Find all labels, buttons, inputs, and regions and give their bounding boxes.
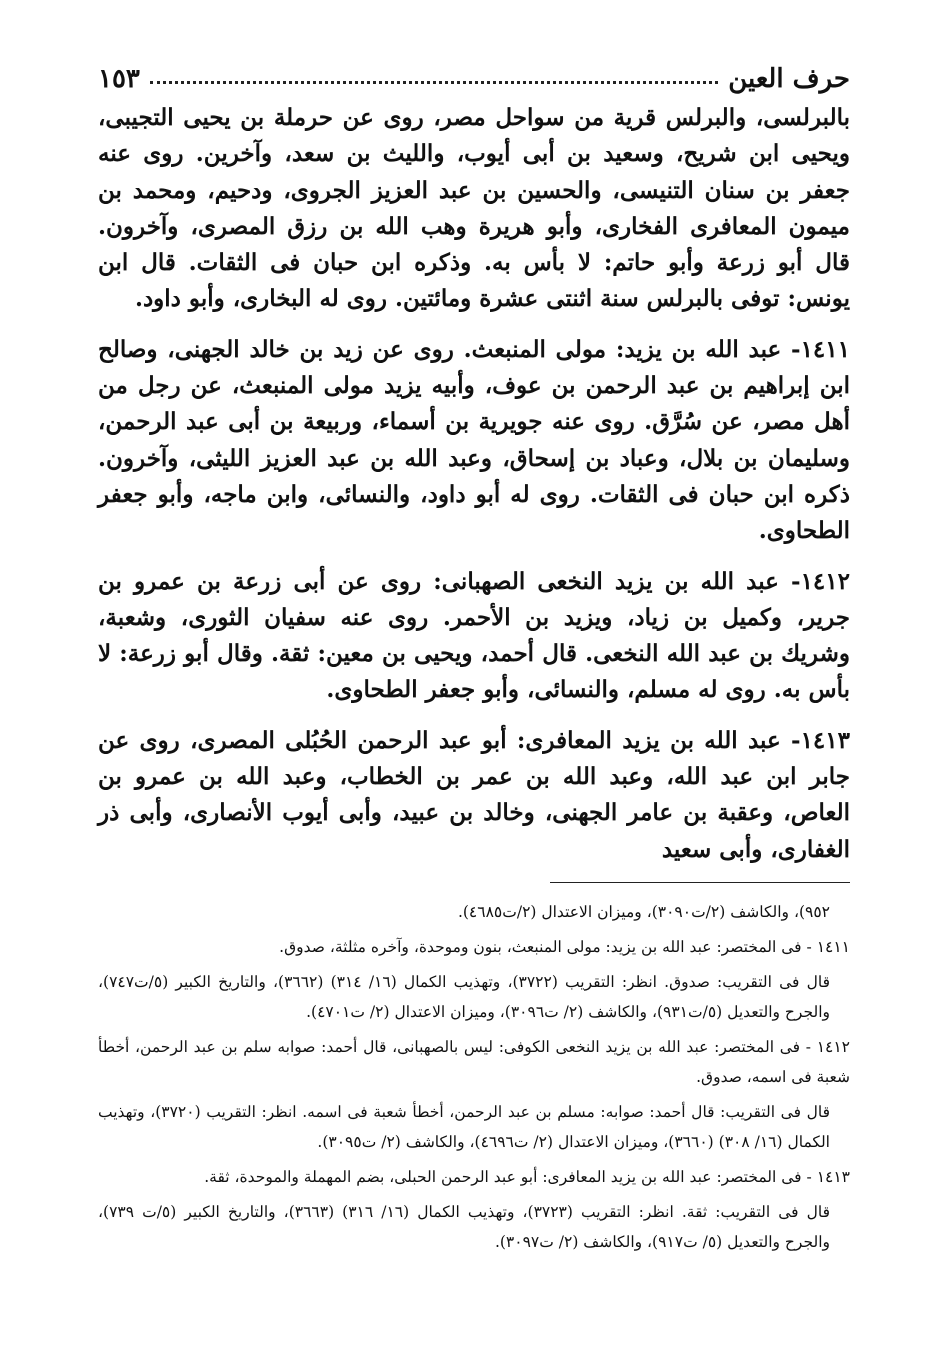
chapter-title: حرف العين: [728, 64, 850, 94]
footnote: قال فى التقريب: ثقة. انظر: التقريب (٣٧٢٣)، وتهذيب الكمال (١٦/ ٣١٦) (٣٦٦٣)، والتاريخ الكبير (٥/ت ٧٣٩)، والجرح والتعديل (٥/ ت٩١٧)، والكاشف (٢/ ت٣٠٩٧).: [98, 1202, 830, 1251]
entry-text: - عبد الله بن يزيد المعافرى: أبو عبد الرحمن الحُبُلى المصرى، روى عن جابر ابن عبد الله، وعبد الله بن عمر بن الخطاب، وعبد الله بن عمرو بن العاص، وعقبة بن عامر الجهنى، وخالد بن عبيد، وأبى أيوب الأنصارى، وأبى ذر الغفارى، وأبى سعيد: [98, 726, 850, 863]
footnote-separator: [550, 882, 850, 883]
page-number: ١٥٣: [98, 64, 140, 94]
footnote: ١٤١٢ - فى المختصر: عبد الله بن يزيد النخعى الكوفى: ليس بالصهبانى، قال أحمد: صوابه سلم بن عبد الرحمن، أخطأ شعبة فى اسمه، صدوق.: [98, 1037, 850, 1086]
entry-1413: [98, 723, 850, 868]
footnote: ١٤١١ - فى المختصر: عبد الله بن يزيد: مولى المنبعث، بنون وموحدة، وآخره مثلثة، صدوق.: [279, 937, 850, 956]
entry-1412: [98, 564, 850, 709]
entry-text: - عبد الله بن يزيد: مولى المنبعث. روى عن زيد بن خالد الجهنى، وصالح ابن إبراهيم بن عبد الرحمن بن عوف، وأبيه يزيد مولى المنبعث، عن رجل من أهل مصر، عن سُرَّق. روى عنه جويرية بن أسماء، وربيعة بن أبى عبد الرحمن، وسليمان بن بلال، وعباد بن إسحاق، وعبد الله بن عبد العزيز الليثى، وآخرون. ذكره ابن حبان فى الثقات. روى له أبو داود، والنسائى، وابن ماجه، وأبو جعفر الطحاوى.: [98, 335, 850, 545]
footnote: ٩٥٢)، والكاشف (٢/ت٣٠٩٠)، وميزان الاعتدال (٢/ت٤٦٨٥).: [457, 902, 830, 921]
running-header: [98, 50, 850, 94]
leader-dots: [150, 81, 718, 84]
entry-number: ١٤١١: [800, 335, 850, 363]
entry-1411: [98, 332, 850, 550]
footnotes: [98, 897, 850, 1257]
book-page: [98, 50, 850, 1350]
entry-number: ١٤١٢: [800, 567, 850, 595]
entry-text: - عبد الله بن يزيد النخعى الصهبانى: روى عن أبى زرعة بن عمرو بن جرير، وكميل بن زياد، ويزيد بن الأحمر. روى عنه سفيان الثورى، وشعبة، وشريك بن عبد الله النخعى. قال أحمد، ويحيى بن معين: ثقة. وقال أبو زرعة: لا بأس به. روى له مسلم، والنسائى، وأبو جعفر الطحاوى.: [98, 567, 850, 704]
footnote: ١٤١٣ - فى المختصر: عبد الله بن يزيد المعافرى: أبو عبد الرحمن الحبلى، بضم المهملة والموحدة، ثقة.: [204, 1167, 850, 1186]
entry-number: ١٤١٣: [800, 726, 850, 754]
main-text: [98, 100, 850, 868]
footnote: قال فى التقريب: صدوق. انظر: التقريب (٣٧٢٢)، وتهذيب الكمال (١٦/ ٣١٤) (٣٦٦٢)، والتاريخ الكبير (٥/ت٧٤٧)، والجرح والتعديل (٥/ت٩٣١)، والكاشف (٢/ ت٣٠٩٦)، وميزان الاعتدال (٢/ ت٤٧٠١).: [98, 972, 830, 1021]
footnote: قال فى التقريب: قال أحمد: صوابه: مسلم بن عبد الرحمن، أخطأ شعبة فى اسمه. انظر: التقريب (٣٧٢٠)، وتهذيب الكمال (١٦/ ٣٠٨) (٣٦٦٠)، وميزان الاعتدال (٢/ ت٤٦٩٦)، والكاشف (٢/ ت٣٠٩٥).: [98, 1102, 830, 1151]
continuation-paragraph: بالبرلسى، والبرلس قرية من سواحل مصر، روى عن حرملة بن يحيى التجيبى، ويحيى ابن شريح، وسعيد بن أبى أيوب، والليث بن سعد، وآخرين. روى عنه جعفر بن سنان التنيسى، والحسين بن عبد العزيز الجروى، ودحيم، ومحمد بن ميمون المعافرى الفخارى، وأبو هريرة وهب الله بن رزق المصرى، وآخرون. قال أبو زرعة وأبو حاتم: لا بأس به. وذكره ابن حبان فى الثقات. قال ابن يونس: توفى بالبرلس سنة اثنتى عشرة ومائتين. روى له البخارى، وأبو داود.: [98, 104, 850, 313]
